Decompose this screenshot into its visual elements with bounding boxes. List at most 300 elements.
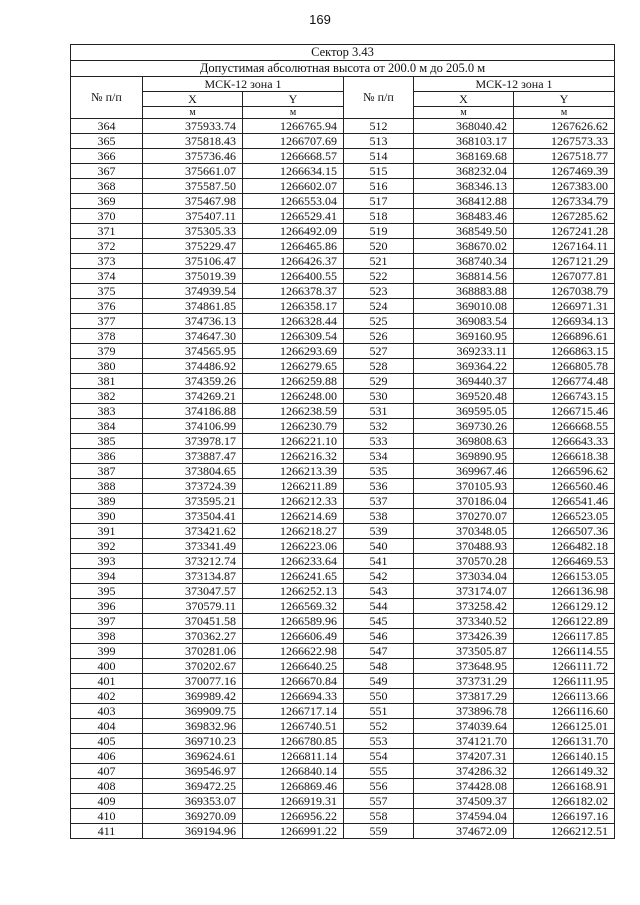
y-left: 1266212.33 [243,494,344,509]
table-row [71,284,615,299]
point-num-left: 379 [71,344,143,359]
x-left: 373341.49 [143,539,243,554]
point-num-left: 373 [71,254,143,269]
x-right: 369364.22 [414,359,514,374]
point-num-right: 530 [344,389,414,404]
x-left: 374186.88 [143,404,243,419]
zone-header-left: МСК-12 зона 1 [143,77,344,92]
point-num-left: 403 [71,704,143,719]
y-right: 1266541.46 [514,494,615,509]
x-right: 374286.32 [414,764,514,779]
x-right: 374594.04 [414,809,514,824]
point-num-right: 546 [344,629,414,644]
y-left: 1266230.79 [243,419,344,434]
point-num-left: 408 [71,779,143,794]
point-num-left: 391 [71,524,143,539]
y-right: 1266149.32 [514,764,615,779]
x-right: 370488.93 [414,539,514,554]
y-left: 1266259.88 [243,374,344,389]
point-num-right: 558 [344,809,414,824]
point-num-right: 557 [344,794,414,809]
point-num-left: 378 [71,329,143,344]
table-row [71,599,615,614]
point-num-right: 522 [344,269,414,284]
x-right: 373505.87 [414,644,514,659]
point-num-right: 554 [344,749,414,764]
x-header-right: X [414,92,514,107]
x-right: 368549.50 [414,224,514,239]
x-left: 374939.54 [143,284,243,299]
x-right: 368169.68 [414,149,514,164]
x-right: 374428.08 [414,779,514,794]
x-left: 375106.47 [143,254,243,269]
point-num-left: 396 [71,599,143,614]
point-num-left: 376 [71,299,143,314]
x-right: 373817.29 [414,689,514,704]
point-num-left: 387 [71,464,143,479]
x-right: 370348.05 [414,524,514,539]
x-left: 369624.61 [143,749,243,764]
x-right: 373034.04 [414,569,514,584]
y-left: 1266717.14 [243,704,344,719]
y-right: 1266111.72 [514,659,615,674]
point-num-right: 555 [344,764,414,779]
point-num-right: 515 [344,164,414,179]
x-right: 374121.70 [414,734,514,749]
y-left: 1266248.00 [243,389,344,404]
y-right: 1266715.46 [514,404,615,419]
y-right: 1266122.89 [514,614,615,629]
point-num-left: 401 [71,674,143,689]
y-left: 1266218.27 [243,524,344,539]
point-num-right: 550 [344,689,414,704]
y-right: 1266117.85 [514,629,615,644]
y-left: 1266811.14 [243,749,344,764]
table-row [71,539,615,554]
y-right: 1267573.33 [514,134,615,149]
page-number: 169 [309,12,331,27]
x-left: 373504.41 [143,509,243,524]
y-right: 1266560.46 [514,479,615,494]
x-left: 370281.06 [143,644,243,659]
y-left: 1266602.07 [243,179,344,194]
y-right: 1267121.29 [514,254,615,269]
y-left: 1266328.44 [243,314,344,329]
y-right: 1267518.77 [514,149,615,164]
point-num-left: 402 [71,689,143,704]
x-right: 368740.34 [414,254,514,269]
point-num-left: 375 [71,284,143,299]
y-right: 1267038.79 [514,284,615,299]
point-num-right: 512 [344,119,414,134]
y-right: 1266469.53 [514,554,615,569]
x-right: 373426.39 [414,629,514,644]
y-right: 1266507.36 [514,524,615,539]
x-left: 374359.26 [143,374,243,389]
y-right: 1266863.15 [514,344,615,359]
x-left: 373978.17 [143,434,243,449]
point-num-left: 381 [71,374,143,389]
x-left: 369832.96 [143,719,243,734]
table-row [71,179,615,194]
table-row [71,614,615,629]
point-num-right: 524 [344,299,414,314]
y-left: 1266426.37 [243,254,344,269]
point-num-left: 392 [71,539,143,554]
table-row [71,629,615,644]
y-left: 1266358.17 [243,299,344,314]
y-left: 1266293.69 [243,344,344,359]
point-num-left: 371 [71,224,143,239]
point-num-right: 559 [344,824,414,839]
y-left: 1266740.51 [243,719,344,734]
point-num-right: 552 [344,719,414,734]
y-left: 1266492.09 [243,224,344,239]
x-right: 368883.88 [414,284,514,299]
x-left: 370202.67 [143,659,243,674]
point-num-left: 398 [71,629,143,644]
point-num-right: 542 [344,569,414,584]
table-row [71,269,615,284]
point-num-right: 531 [344,404,414,419]
point-num-right: 545 [344,614,414,629]
table-row [71,689,615,704]
x-left: 373047.57 [143,584,243,599]
y-left: 1266223.06 [243,539,344,554]
x-left: 370451.58 [143,614,243,629]
y-left: 1266400.55 [243,269,344,284]
point-num-right: 536 [344,479,414,494]
y-left: 1266221.10 [243,434,344,449]
table-row [71,299,615,314]
table-row [71,479,615,494]
table-row [71,434,615,449]
table-row [71,794,615,809]
x-left: 375305.33 [143,224,243,239]
point-num-right: 518 [344,209,414,224]
x-right: 368103.17 [414,134,514,149]
x-left: 375229.47 [143,239,243,254]
y-right: 1266643.33 [514,434,615,449]
x-left: 375736.46 [143,149,243,164]
y-left: 1266869.46 [243,779,344,794]
x-left: 375933.74 [143,119,243,134]
table-row [71,419,615,434]
y-left: 1266238.59 [243,404,344,419]
table-row [71,119,615,134]
x-right: 369083.54 [414,314,514,329]
height-range: Допустимая абсолютная высота от 200.0 м до 205.0 м [71,61,615,77]
point-num-left: 394 [71,569,143,584]
x-left: 373887.47 [143,449,243,464]
num-header-left: № п/п [71,77,143,119]
x-right: 369730.26 [414,419,514,434]
point-num-left: 411 [71,824,143,839]
y-left: 1266279.65 [243,359,344,374]
y-left: 1266213.39 [243,464,344,479]
point-num-right: 513 [344,134,414,149]
y-right: 1266140.15 [514,749,615,764]
table-row [71,494,615,509]
point-num-left: 370 [71,209,143,224]
x-right: 369233.11 [414,344,514,359]
table-row [71,329,615,344]
y-right: 1266668.55 [514,419,615,434]
y-left: 1266309.54 [243,329,344,344]
x-right: 368483.46 [414,209,514,224]
point-num-left: 382 [71,389,143,404]
y-right: 1267469.39 [514,164,615,179]
x-right: 368670.02 [414,239,514,254]
y-right: 1266805.78 [514,359,615,374]
x-right: 373340.52 [414,614,514,629]
table-row [71,764,615,779]
zone-header-right: МСК-12 зона 1 [414,77,615,92]
x-right: 373731.29 [414,674,514,689]
y-right: 1266212.51 [514,824,615,839]
x-left: 375587.50 [143,179,243,194]
table-row [71,239,615,254]
table-row [71,344,615,359]
x-right: 368412.88 [414,194,514,209]
y-left: 1266919.31 [243,794,344,809]
table-row [71,524,615,539]
x-right: 373896.78 [414,704,514,719]
y-left: 1266378.37 [243,284,344,299]
x-right: 369160.95 [414,329,514,344]
table-row [71,224,615,239]
x-left: 374486.92 [143,359,243,374]
table-row [71,134,615,149]
y-right: 1266774.48 [514,374,615,389]
x-right: 369440.37 [414,374,514,389]
y-left: 1266216.32 [243,449,344,464]
point-num-right: 516 [344,179,414,194]
y-right: 1267334.79 [514,194,615,209]
table-row [71,809,615,824]
point-num-left: 367 [71,164,143,179]
x-right: 368040.42 [414,119,514,134]
y-right: 1267285.62 [514,209,615,224]
coordinates-table [70,44,615,839]
table-body [71,119,615,839]
x-right: 369520.48 [414,389,514,404]
x-right: 368814.56 [414,269,514,284]
y-right: 1266116.60 [514,704,615,719]
point-num-right: 541 [344,554,414,569]
x-right: 370186.04 [414,494,514,509]
x-left: 375407.11 [143,209,243,224]
y-right: 1266596.62 [514,464,615,479]
table-row [71,389,615,404]
y-left: 1266694.33 [243,689,344,704]
y-left: 1266529.41 [243,209,344,224]
point-num-right: 535 [344,464,414,479]
y-right: 1266125.01 [514,719,615,734]
y-right: 1266743.15 [514,389,615,404]
y-left: 1266634.15 [243,164,344,179]
y-unit-right: м [514,107,615,119]
y-left: 1266252.13 [243,584,344,599]
y-left: 1266589.96 [243,614,344,629]
table-row [71,659,615,674]
table-row [71,509,615,524]
x-left: 374861.85 [143,299,243,314]
point-num-right: 534 [344,449,414,464]
point-num-right: 526 [344,329,414,344]
table-row [71,194,615,209]
table-row [71,704,615,719]
table-row [71,554,615,569]
y-right: 1266618.38 [514,449,615,464]
y-left: 1266606.49 [243,629,344,644]
y-right: 1266896.61 [514,329,615,344]
point-num-right: 533 [344,434,414,449]
y-header-right: Y [514,92,615,107]
point-num-left: 390 [71,509,143,524]
point-num-left: 368 [71,179,143,194]
x-left: 369194.96 [143,824,243,839]
point-num-left: 399 [71,644,143,659]
x-left: 373421.62 [143,524,243,539]
point-num-right: 519 [344,224,414,239]
point-num-left: 395 [71,584,143,599]
point-num-right: 514 [344,149,414,164]
point-num-right: 537 [344,494,414,509]
point-num-right: 540 [344,539,414,554]
point-num-left: 365 [71,134,143,149]
x-right: 369890.95 [414,449,514,464]
point-num-left: 369 [71,194,143,209]
x-right: 373258.42 [414,599,514,614]
x-left: 369989.42 [143,689,243,704]
point-num-left: 407 [71,764,143,779]
point-num-left: 405 [71,734,143,749]
x-right: 369595.05 [414,404,514,419]
point-num-left: 380 [71,359,143,374]
y-left: 1266465.86 [243,239,344,254]
point-num-right: 532 [344,419,414,434]
y-left: 1266622.98 [243,644,344,659]
point-num-left: 409 [71,794,143,809]
x-left: 370579.11 [143,599,243,614]
point-num-left: 386 [71,449,143,464]
point-num-right: 538 [344,509,414,524]
point-num-left: 364 [71,119,143,134]
x-right: 374509.37 [414,794,514,809]
y-right: 1266182.02 [514,794,615,809]
x-right: 374672.09 [414,824,514,839]
x-left: 370362.27 [143,629,243,644]
y-left: 1266569.32 [243,599,344,614]
x-left: 369270.09 [143,809,243,824]
point-num-left: 400 [71,659,143,674]
y-left: 1266553.04 [243,194,344,209]
y-right: 1266482.18 [514,539,615,554]
x-right: 370270.07 [414,509,514,524]
x-left: 374106.99 [143,419,243,434]
num-header-right: № п/п [344,77,414,119]
point-num-right: 525 [344,314,414,329]
point-num-left: 388 [71,479,143,494]
x-left: 369546.97 [143,764,243,779]
y-left: 1266214.69 [243,509,344,524]
table-row [71,749,615,764]
x-left: 374269.21 [143,389,243,404]
y-right: 1266523.05 [514,509,615,524]
y-left: 1266991.22 [243,824,344,839]
point-num-right: 523 [344,284,414,299]
point-num-left: 397 [71,614,143,629]
y-right: 1267626.62 [514,119,615,134]
table-row [71,374,615,389]
y-right: 1266971.31 [514,299,615,314]
table-row [71,824,615,839]
y-right: 1266114.55 [514,644,615,659]
point-num-right: 529 [344,374,414,389]
point-num-right: 551 [344,704,414,719]
y-left: 1266765.94 [243,119,344,134]
x-left: 375467.98 [143,194,243,209]
sector-title: Сектор 3.43 [71,45,615,61]
x-left: 375661.07 [143,164,243,179]
table-row [71,449,615,464]
point-num-right: 547 [344,644,414,659]
point-num-right: 544 [344,599,414,614]
x-unit-left: м [143,107,243,119]
y-left: 1266780.85 [243,734,344,749]
x-header-left: X [143,92,243,107]
x-left: 374736.13 [143,314,243,329]
y-right: 1266129.12 [514,599,615,614]
table-row [71,569,615,584]
y-left: 1266640.25 [243,659,344,674]
y-right: 1266934.13 [514,314,615,329]
x-unit-right: м [414,107,514,119]
point-num-right: 520 [344,239,414,254]
point-num-right: 527 [344,344,414,359]
table-row [71,254,615,269]
y-left: 1266670.84 [243,674,344,689]
point-num-right: 556 [344,779,414,794]
x-left: 375019.39 [143,269,243,284]
y-left: 1266840.14 [243,764,344,779]
y-right: 1266153.05 [514,569,615,584]
point-num-left: 406 [71,749,143,764]
table-row [71,464,615,479]
table-row [71,314,615,329]
x-left: 373724.39 [143,479,243,494]
y-unit-left: м [243,107,344,119]
x-left: 369472.25 [143,779,243,794]
point-num-right: 517 [344,194,414,209]
table-row [71,674,615,689]
x-right: 370570.28 [414,554,514,569]
table-row [71,164,615,179]
table-row [71,644,615,659]
y-right: 1267077.81 [514,269,615,284]
x-right: 373174.07 [414,584,514,599]
y-left: 1266211.89 [243,479,344,494]
table-row [71,584,615,599]
y-left: 1266241.65 [243,569,344,584]
y-left: 1266668.57 [243,149,344,164]
point-num-left: 384 [71,419,143,434]
table-row [71,719,615,734]
point-num-left: 410 [71,809,143,824]
point-num-right: 539 [344,524,414,539]
table-row [71,149,615,164]
